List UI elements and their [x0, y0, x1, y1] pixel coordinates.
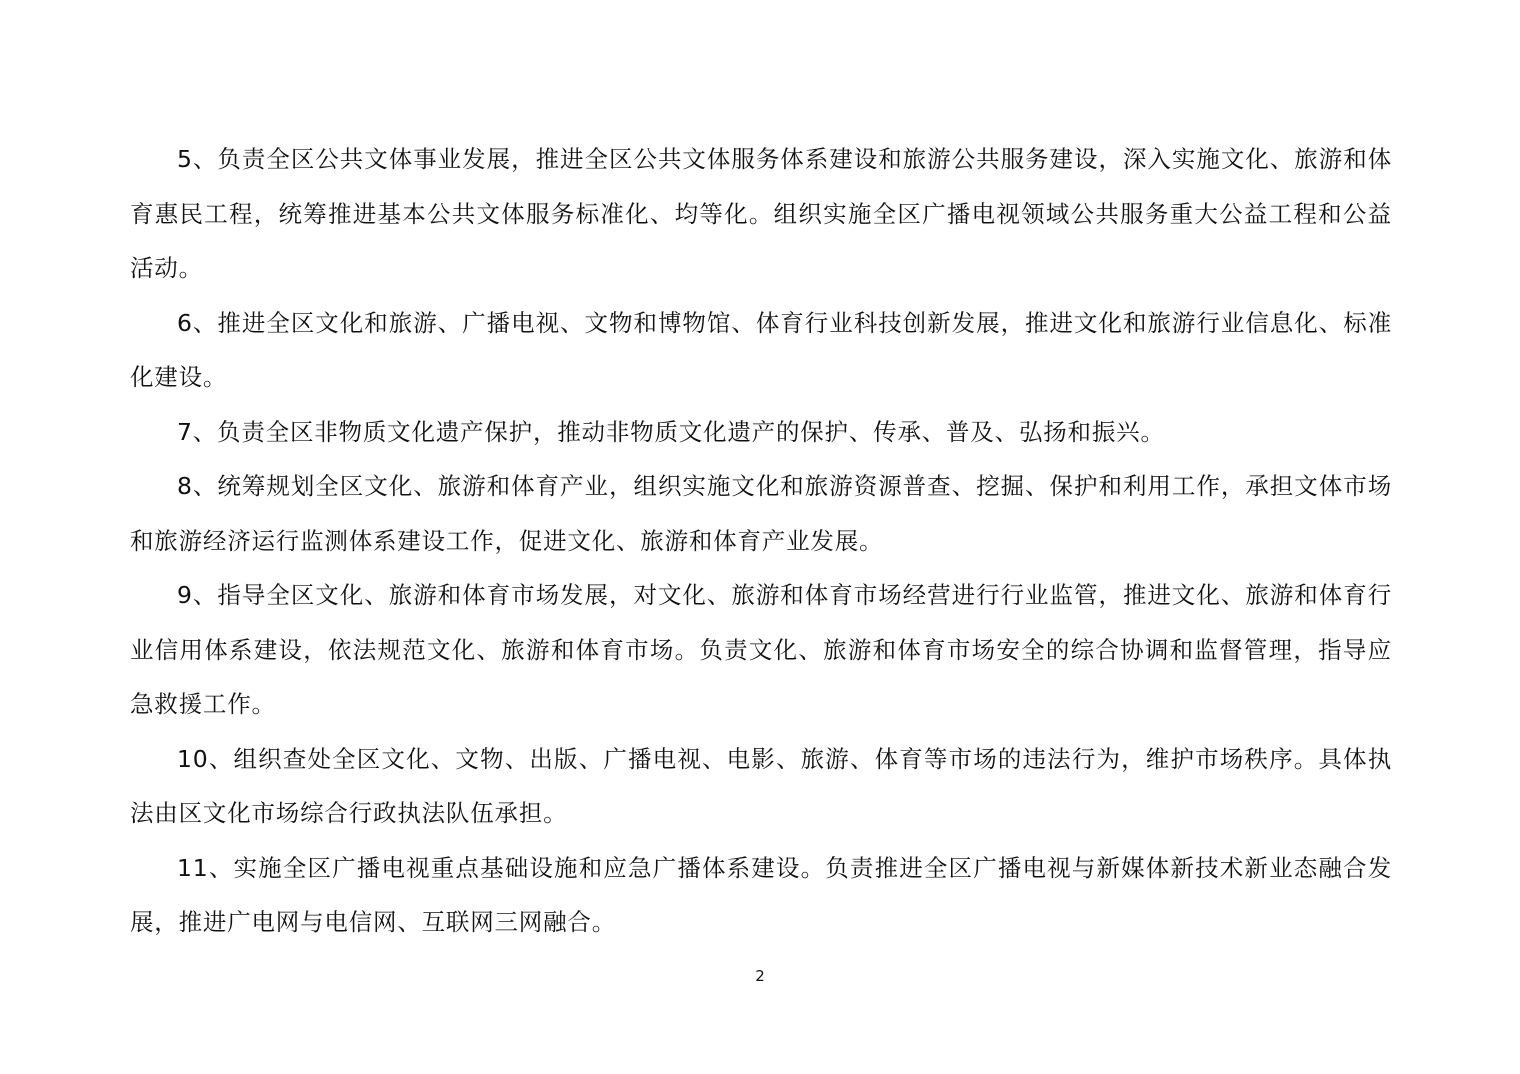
document-body [130, 132, 1392, 950]
paragraph-item-9: 9、指导全区文化、旅游和体育市场发展，对文化、旅游和体育市场经营进行行业监管，推进文化、旅游和体育行业信用体系建设，依法规范文化、旅游和体育市场。负责文化、旅游和体育市场安全的综合协调和监督管理，指导应急救援工作。 [130, 581, 1392, 718]
paragraph-item-6: 6、推进全区文化和旅游、广播电视、文物和博物馆、体育行业科技创新发展，推进文化和旅游行业信息化、标准化建设。 [130, 308, 1392, 391]
page-number: 2 [755, 967, 765, 985]
paragraph-item-11: 11、实施全区广播电视重点基础设施和应急广播体系建设。负责推进全区广播电视与新媒体新技术新业态融合发展，推进广电网与电信网、互联网三网融合。 [130, 853, 1392, 936]
paragraph-item-8: 8、统筹规划全区文化、旅游和体育产业，组织实施文化和旅游资源普查、挖掘、保护和利用工作，承担文体市场和旅游经济运行监测体系建设工作，促进文化、旅游和体育产业发展。 [130, 472, 1392, 555]
paragraph-item-5: 5、负责全区公共文体事业发展，推进全区公共文体服务体系建设和旅游公共服务建设，深入实施文化、旅游和体育惠民工程，统筹推进基本公共文体服务标准化、均等化。组织实施全区广播电视领域公共服务重大公益工程和公益活动。 [130, 145, 1392, 282]
paragraph-item-10: 10、组织查处全区文化、文物、出版、广播电视、电影、旅游、体育等市场的违法行为，维护市场秩序。具体执法由区文化市场综合行政执法队伍承担。 [130, 744, 1392, 827]
paragraph-item-7: 7、负责全区非物质文化遗产保护，推动非物质文化遗产的保护、传承、普及、弘扬和振兴。 [177, 417, 1165, 446]
